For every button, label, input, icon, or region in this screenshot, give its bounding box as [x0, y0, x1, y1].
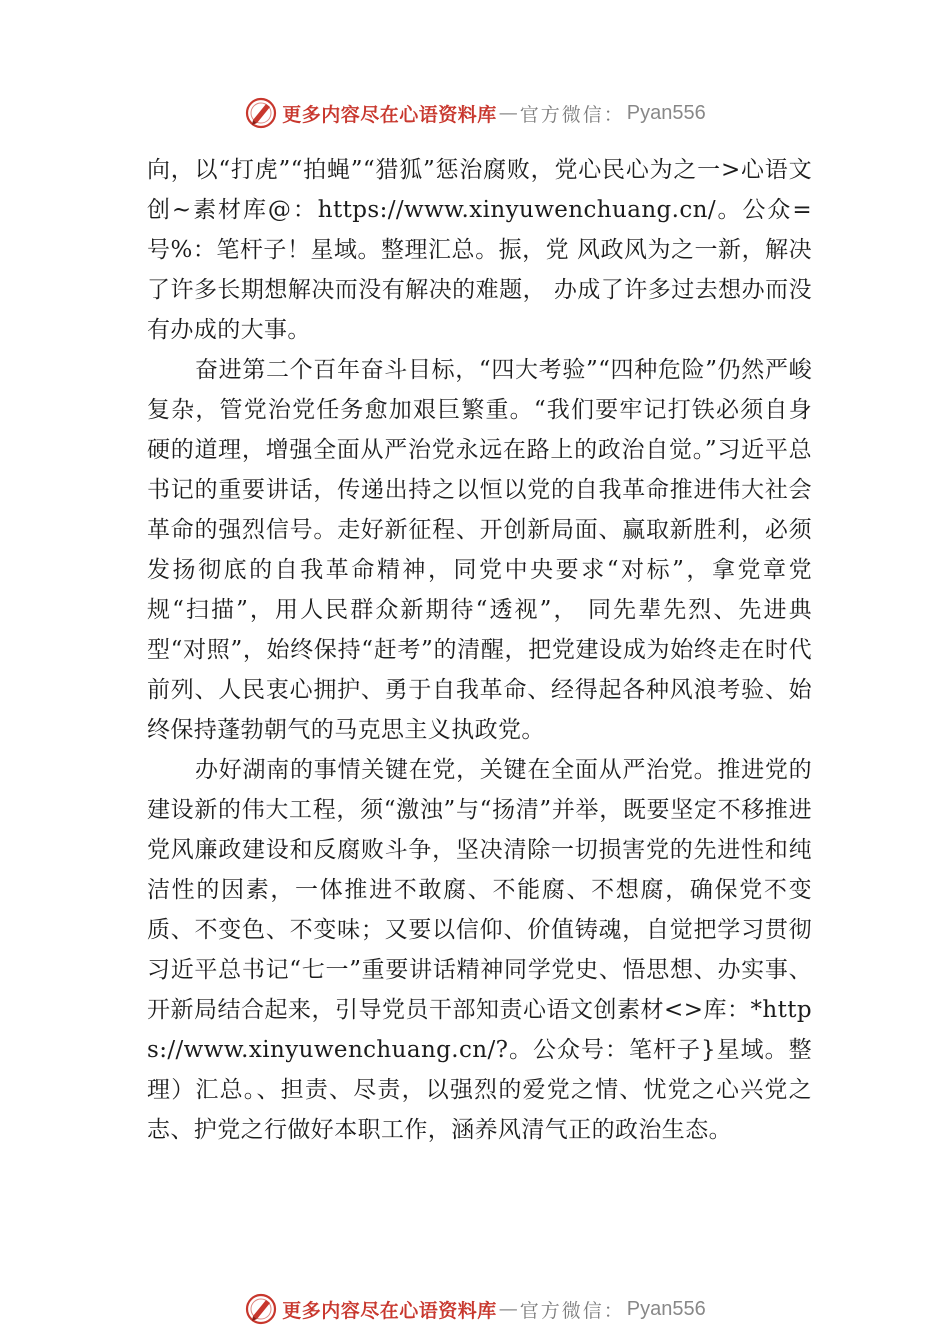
footer-brand-text: 更多内容尽在心语资料库 [282, 1299, 497, 1322]
paragraph-1: 向，以“打虎”“拍蝇”“猎狐”惩治腐败，党心民心为之一>心语文创~素材库@：https://www.xinyuwenchuang.cn/。公众=号%：笔杆子！星域。整理汇总。振，党 风政风为之一新，解决了许多长期想解决而没有解决的难题， 办成了许多过去想办而没有办成的大事。 [147, 157, 812, 343]
header-wechat-id: Pyan556 [626, 101, 706, 124]
header-brand-text: 更多内容尽在心语资料库 [282, 103, 497, 126]
footer-wechat-id: Pyan556 [626, 1297, 706, 1320]
paragraph-3: 办好湖南的事情关键在党，关键在全面从严治党。推进党的建设新的伟大工程，须“激浊”与“扬清”并举，既要坚定不移推进党风廉政建设和反腐败斗争，坚决清除一切损害党的先进性和纯洁性的因素，一体推进不敢腐、不能腐、不想腐，确保党不变质、不变色、不变味；又要以信仰、价值铸魂，自觉把学习贯彻习近平总书记“七一”重要讲话精神同学党史、悟思想、办实事、开新局结合起来，引导党员干部知责心语文创素材<>库：*https://www.xinyuwenchuang.cn/?。公众号：笔杆子}星域。整理）汇总。、担责、尽责，以强烈的爱党之情、忧党之心兴党之志、护党之行做好本职工作，涵养风清气正的政治生态。 [147, 757, 812, 1143]
paragraph-2: 奋进第二个百年奋斗目标，“四大考验”“四种危险”仍然严峻复杂，管党治党任务愈加艰巨繁重。“我们要牢记打铁必须自身硬的道理，增强全面从严治党永远在路上的政治自觉。”习近平总书记的重要讲话，传递出持之以恒以党的自我革命推进伟大社会革命的强烈信号。走好新征程、开创新局面、赢取新胜利，必须发扬彻底的自我革命精神，同党中央要求“对标”，拿党章党规“扫描”，用人民群众新期待“透视”， 同先辈先烈、先进典型“对照”，始终保持“赶考”的清醒，把党建设成为始终走在时代前列、人民衷心拥护、勇于自我革命、经得起各种风浪考验、始终保持蓬勃朝气的马克思主义执政党。 [147, 357, 812, 743]
footer-banner [0, 1289, 950, 1329]
header-dash: — [498, 102, 518, 124]
document-body [147, 150, 812, 1150]
pen-seal-icon [244, 1292, 278, 1326]
header-banner [0, 93, 950, 133]
header-official-label: 官方微信： [519, 103, 625, 126]
footer-dash: — [498, 1298, 518, 1320]
pen-seal-icon [244, 96, 278, 130]
footer-official-label: 官方微信： [519, 1299, 625, 1322]
